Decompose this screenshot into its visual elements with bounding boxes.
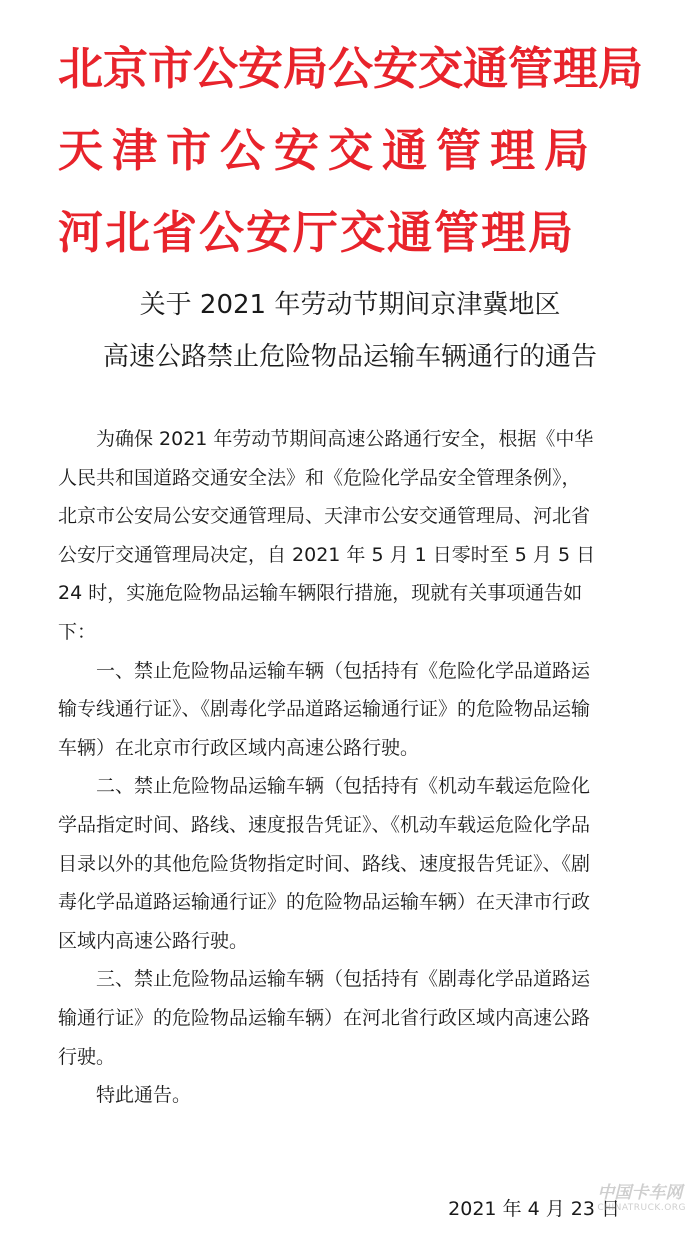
watermark-brand: CHINATRUCK.ORG	[597, 1203, 686, 1213]
issuer-hebei: 河北省公安厅交通管理局	[58, 206, 576, 259]
issuer-beijing: 北京市公安局公安交通管理局	[58, 42, 644, 95]
clause-hebei: 三、禁止危险物品运输车辆（包括持有《剧毒化学品道路运 输通行证》的危险物品运输车辆）在河北省行政区域内高速公路 行驶。	[58, 968, 591, 1068]
intro-paragraph: 为确保 2021 年劳动节期间高速公路通行安全，根据《中华 人民共和国道路交通安全法》和《危险化学品安全管理条例》， 北京市公安局公安交通管理局、天津市公安交通管理局、河北省 公安厅交通管理局决定，自 2021 年 5 月 1 日零时至 5 月 5 日 24 时，实施危险物品运输车辆限行措施，现就有关事项通告如 下：	[58, 428, 596, 643]
closing-paragraph: 特此通告。	[96, 1084, 192, 1107]
watermark-text: 中国卡车网	[597, 1183, 683, 1203]
notice-date: 2021 年 4 月 23 日	[448, 1198, 620, 1220]
notice-title-line-1: 关于 2021 年劳动节期间京津冀地区	[139, 290, 561, 320]
notice-body	[58, 420, 642, 1115]
clause-tianjin: 二、禁止危险物品运输车辆（包括持有《机动车载运危险化 学品指定时间、路线、速度报告凭证》、《机动车载运危险化学品 目录以外的其他危险货物指定时间、路线、速度报告凭证》、《剧 毒化学品道路运输通行证》的危险物品运输车辆）在天津市行政 区域内高速公路行驶。	[58, 775, 591, 952]
clause-beijing: 一、禁止危险物品运输车辆（包括持有《危险化学品道路运 输专线通行证》、《剧毒化学品道路运输通行证》的危险物品运输 车辆）在北京市行政区域内高速公路行驶。	[58, 659, 591, 759]
issuing-authorities	[58, 28, 648, 274]
watermark-logo	[597, 1178, 686, 1213]
notice-title-line-2: 高速公路禁止危险物品运输车辆通行的通告	[102, 342, 597, 372]
issuer-tianjin: 天津市公安交通管理局	[58, 124, 599, 177]
